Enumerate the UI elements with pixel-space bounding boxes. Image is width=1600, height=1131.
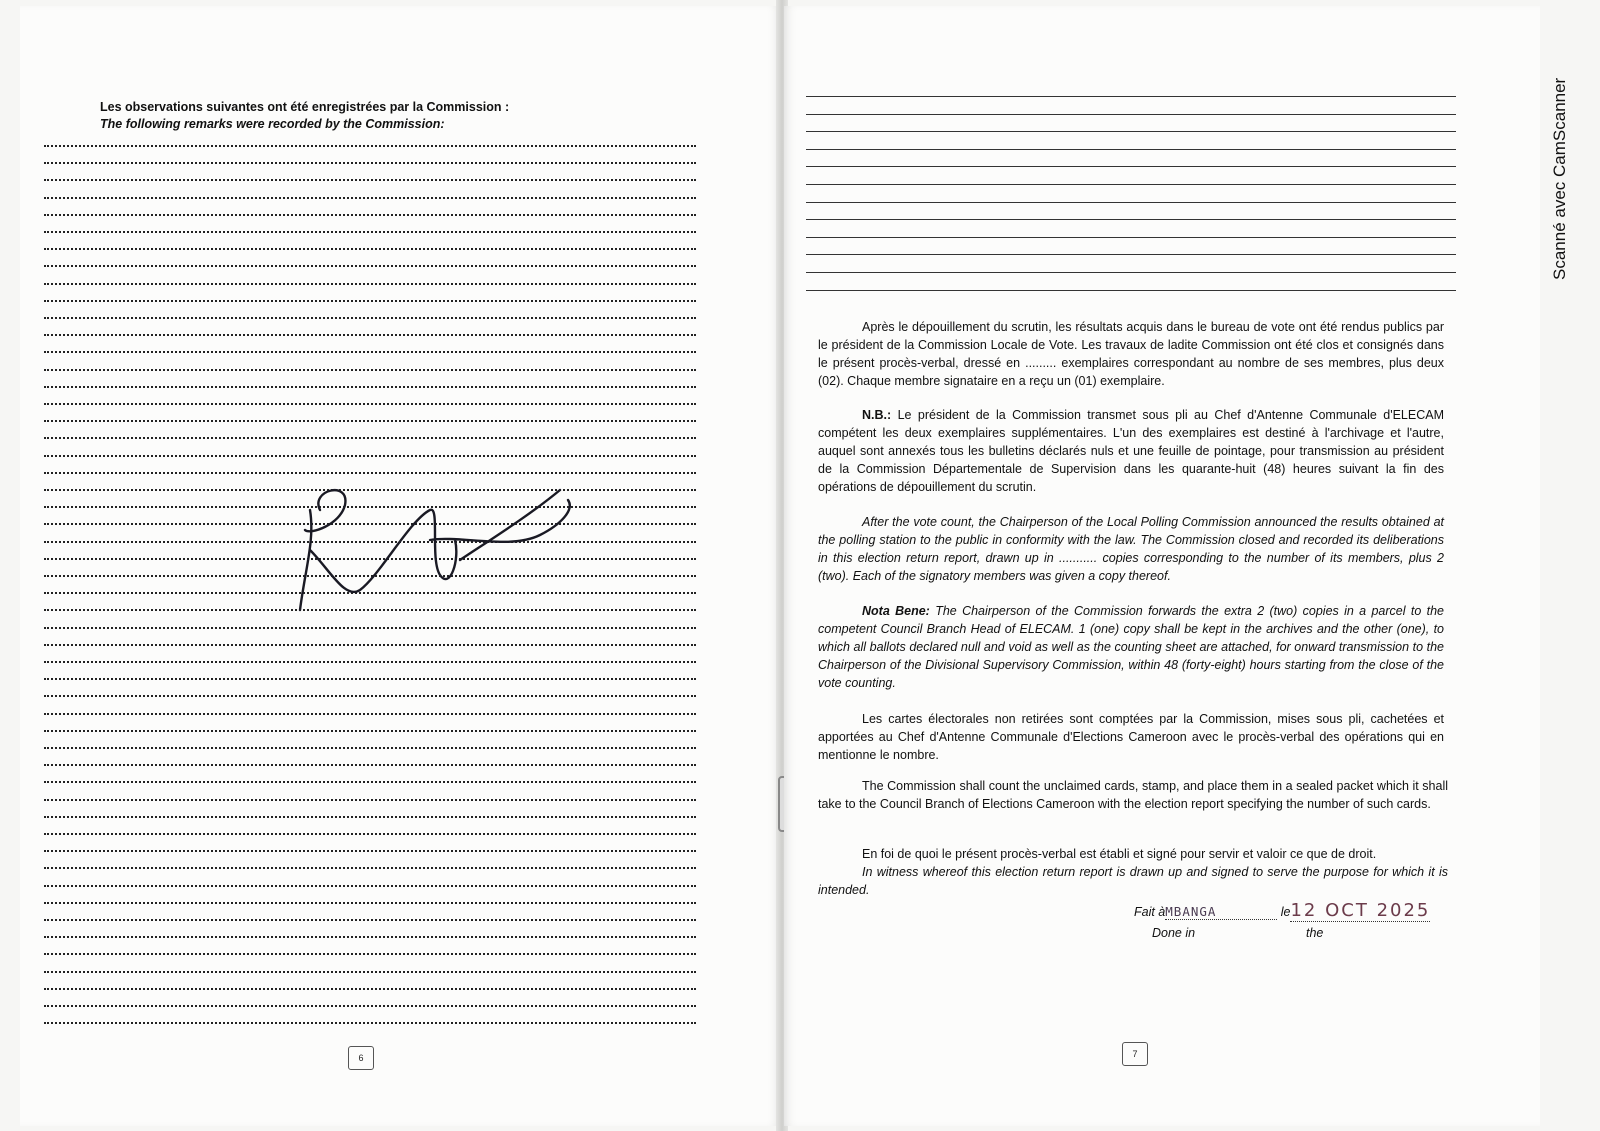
remark-dotted-line <box>44 936 696 938</box>
remark-dotted-line <box>44 369 696 371</box>
remark-dotted-line <box>44 713 696 715</box>
scanner-watermark: Scanné avec CamScanner <box>1550 77 1569 280</box>
remark-dotted-line <box>44 197 696 199</box>
paragraph-results-fr <box>818 318 1444 390</box>
remark-dotted-line <box>44 764 696 766</box>
paragraph-results-en-text: After the vote count, the Chairperson of the Local Polling Commission announced the results obtained at the polling station to the public in conformity with the law. The Commission closed and recorded its deliberations in this election return report, drawn up in ........... copies corresponding to the number of its members, plus 2 (two). Each of the signatory members was given a copy thereof. <box>818 515 1444 583</box>
nota-bene-label: Nota Bene: <box>862 604 930 618</box>
remark-dotted-line <box>44 265 696 267</box>
remark-dotted-line <box>44 919 696 921</box>
paragraph-witness-fr-text: En foi de quoi le présent procès-verbal est établi et signé pour servir et valoir ce que de droit. <box>862 847 1377 861</box>
remark-dotted-line <box>44 179 696 181</box>
remark-dotted-line <box>44 695 696 697</box>
remark-dotted-line <box>44 1022 696 1024</box>
remark-dotted-line <box>44 300 696 302</box>
remark-dotted-line <box>44 644 696 646</box>
paragraph-witness-fr <box>818 845 1448 863</box>
continuation-ruled-line <box>806 149 1456 150</box>
remarks-heading-fr: Les observations suivantes ont été enregistrées par la Commission : <box>100 100 510 114</box>
remark-dotted-line <box>44 902 696 904</box>
nota-bene-text: The Chairperson of the Commission forwards the extra 2 (two) copies in a parcel to the competent Council Branch Head of ELECAM. 1 (one) copy shall be kept in the archives and the other (one), to which all ballots declared null and void as well as the counting sheet are attached, for onward transmission to the Chairperson of the Divisional Supervisory Commission, within 48 (forty-eight) hours starting from the close of the vote counting. <box>818 604 1445 690</box>
done-in-label: Done in <box>1152 926 1196 940</box>
remark-dotted-line <box>44 386 696 388</box>
continuation-ruled-line <box>806 166 1456 167</box>
remark-dotted-line <box>44 799 696 801</box>
continuation-ruled-line <box>806 254 1456 255</box>
remark-dotted-line <box>44 437 696 439</box>
paragraph-results-fr-text: Après le dépouillement du scrutin, les résultats acquis dans le bureau de vote ont été rendus publics par le président de la Commission Locale de Vote. Les travaux de ladite Commission ont été clos et consignés dans le présent procès-verbal, dressé en ......... exemplaires correspondant au nombre de ses membres, plus deux (02). Chaque membre signataire en a reçu un (01) exemplaire. <box>818 320 1444 388</box>
remark-dotted-line <box>44 953 696 955</box>
remark-dotted-line <box>44 833 696 835</box>
continuation-ruled-line <box>806 114 1456 115</box>
remark-dotted-line <box>44 971 696 973</box>
remark-dotted-line <box>44 420 696 422</box>
remark-dotted-line <box>44 214 696 216</box>
remark-dotted-line <box>44 334 696 336</box>
remark-dotted-line <box>44 403 696 405</box>
continuation-ruled-line <box>806 202 1456 203</box>
the-label: the <box>1306 926 1324 940</box>
remark-dotted-line <box>44 988 696 990</box>
paragraph-witness-en <box>818 863 1448 899</box>
page-number-right: 7 <box>1122 1042 1148 1066</box>
remark-dotted-line <box>44 661 696 663</box>
remark-dotted-line <box>44 678 696 680</box>
remark-dotted-line <box>44 885 696 887</box>
remark-dotted-line <box>44 248 696 250</box>
remark-dotted-line <box>44 867 696 869</box>
continuation-ruled-line <box>806 290 1456 291</box>
remark-dotted-line <box>44 231 696 233</box>
paragraph-cards-fr-text: Les cartes électorales non retirées sont comptées par la Commission, mises sous pli, cachetées et apportées au Chef d'Antenne Communale d'Elections Cameroon avec le procès-verbal des opérations qui en mentionne le nombre. <box>818 712 1444 762</box>
continuation-ruled-line <box>806 272 1456 273</box>
remark-dotted-line <box>44 850 696 852</box>
date-value: 12 OCT 2025 <box>1290 900 1431 921</box>
page-number-left: 6 <box>348 1046 374 1070</box>
remark-dotted-line <box>44 781 696 783</box>
paragraph-cards-en-text: The Commission shall count the unclaimed cards, stamp, and place them in a sealed packet which it shall take to the Council Branch of Elections Cameroon with the election report specifying the number of such cards. <box>818 779 1448 811</box>
remark-dotted-line <box>44 747 696 749</box>
remark-dotted-line <box>44 816 696 818</box>
paragraph-results-en <box>818 513 1444 585</box>
remark-dotted-line <box>44 283 696 285</box>
paragraph-nota-bene-en <box>818 602 1444 692</box>
remark-dotted-line <box>44 730 696 732</box>
remark-dotted-line <box>44 317 696 319</box>
paragraph-witness-en-text: In witness whereof this election return report is drawn up and signed to serve the purpose for which it is intended. <box>818 865 1448 897</box>
continuation-ruled-line <box>806 96 1456 97</box>
continuation-ruled-line <box>806 219 1456 220</box>
remarks-heading-en: The following remarks were recorded by the Commission: <box>100 117 445 131</box>
remark-dotted-line <box>44 472 696 474</box>
nb-text: Le président de la Commission transmet sous pli au Chef d'Antenne Communale d'ELECAM compétent les deux exemplaires supplémentaires. L'un des exemplaires est destiné à l'archivage et l'autre, auquel sont annexés tous les bulletins déclarés nuls et une feuille de pointage, pour transmission au président de la Commission Départementale de Supervision dans les quarante-huit (48) heures suivant la fin des opérations de dépouillement du scrutin. <box>818 408 1444 494</box>
signature-place-date-row <box>1134 900 1434 922</box>
nb-label: N.B.: <box>862 408 892 422</box>
paragraph-nb-fr <box>818 406 1444 496</box>
paragraph-cards-en <box>818 777 1448 813</box>
continuation-ruled-line <box>806 237 1456 238</box>
remark-dotted-line <box>44 162 696 164</box>
continuation-ruled-line <box>806 131 1456 132</box>
remark-dotted-line <box>44 145 696 147</box>
fait-place-value: MBANGA <box>1165 904 1277 920</box>
paragraph-cards-fr <box>818 710 1444 764</box>
fait-label: Fait à <box>1134 905 1166 919</box>
handwritten-signature <box>290 480 610 620</box>
remark-dotted-line <box>44 627 696 629</box>
continuation-ruled-line <box>806 184 1456 185</box>
le-label: le <box>1280 905 1291 919</box>
remark-dotted-line <box>44 455 696 457</box>
remark-dotted-line <box>44 351 696 353</box>
remark-dotted-line <box>44 1005 696 1007</box>
